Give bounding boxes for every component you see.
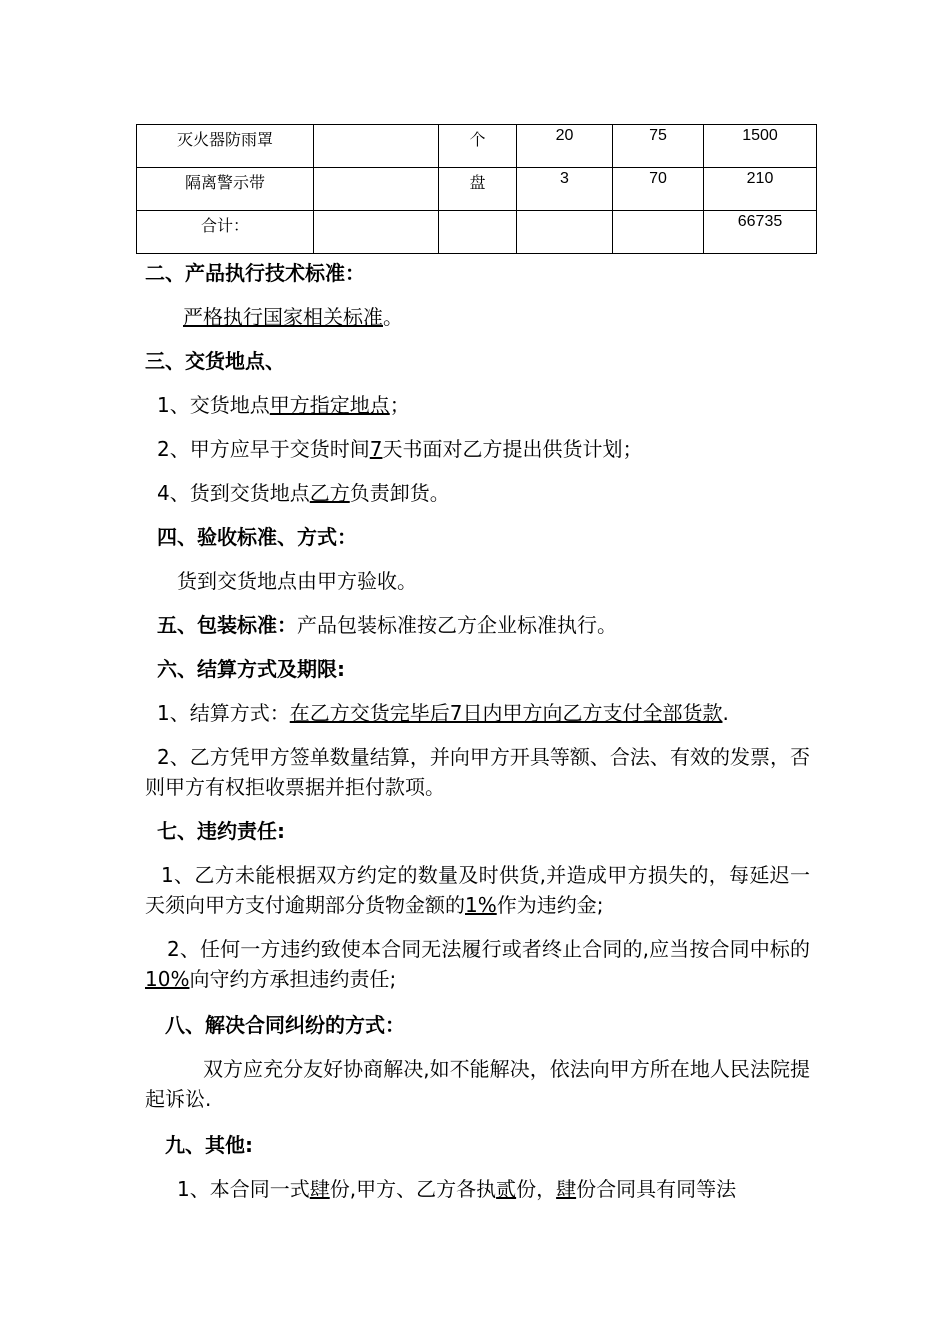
section-heading: 五、包装标准： bbox=[157, 613, 297, 637]
section-heading: 九、其他: bbox=[165, 1133, 253, 1157]
cell-qty: 3 bbox=[517, 168, 613, 211]
cell-qty bbox=[517, 211, 613, 254]
section-heading: 二、产品执行技术标准： bbox=[145, 261, 365, 285]
table-row bbox=[137, 168, 817, 211]
section-heading: 七、违约责任: bbox=[157, 819, 285, 843]
cell-amount: 66735 bbox=[704, 211, 817, 254]
paragraph: 五、包装标准：产品包装标准按乙方企业标准执行。 bbox=[157, 613, 617, 637]
cell-spec bbox=[314, 211, 439, 254]
list-item: 1、本合同一式肆份,甲方、乙方各执贰份，肆份合同具有同等法 bbox=[177, 1177, 737, 1201]
paragraph: 货到交货地点由甲方验收。 bbox=[177, 569, 417, 593]
cell-price: 70 bbox=[613, 168, 704, 211]
list-item: 4、货到交货地点乙方负责卸货。 bbox=[157, 481, 450, 505]
list-item: 2、甲方应早于交货时间7天书面对乙方提出供货计划； bbox=[157, 437, 643, 461]
table-row-total bbox=[137, 211, 817, 254]
cell-name: 灭火器防雨罩 bbox=[137, 125, 314, 168]
section-heading: 八、解决合同纠纷的方式： bbox=[165, 1013, 405, 1037]
cell-qty: 20 bbox=[517, 125, 613, 168]
cell-name: 合计： bbox=[137, 211, 314, 254]
cell-unit: 个 bbox=[439, 125, 517, 168]
paragraph: 双方应充分友好协商解决,如不能解决，依法向甲方所在地人民法院提起诉讼. bbox=[145, 1057, 810, 1111]
section-heading: 四、验收标准、方式： bbox=[157, 525, 357, 549]
section-heading: 六、结算方式及期限: bbox=[157, 657, 345, 681]
table-row bbox=[137, 125, 817, 168]
list-item: 1、结算方式：在乙方交货完毕后7日内甲方向乙方支付全部货款. bbox=[157, 701, 729, 725]
items-table bbox=[136, 124, 817, 254]
cell-spec bbox=[314, 168, 439, 211]
cell-price: 75 bbox=[613, 125, 704, 168]
cell-unit bbox=[439, 211, 517, 254]
cell-price bbox=[613, 211, 704, 254]
contract-body bbox=[145, 258, 810, 1204]
cell-amount: 1500 bbox=[704, 125, 817, 168]
section-heading: 三、交货地点、 bbox=[145, 349, 285, 373]
cell-unit: 盘 bbox=[439, 168, 517, 211]
list-item: 2、乙方凭甲方签单数量结算，并向甲方开具等额、合法、有效的发票，否则甲方有权拒收票据并拒付款项。 bbox=[145, 745, 810, 799]
paragraph: 严格执行国家相关标准。 bbox=[183, 305, 403, 329]
list-item: 1、乙方未能根据双方约定的数量及时供货,并造成甲方损失的，每延迟一天须向甲方支付逾期部分货物金额的1%作为违约金; bbox=[145, 863, 810, 917]
list-item: 2、任何一方违约致使本合同无法履行或者终止合同的,应当按合同中标的10%向守约方承担违约责任; bbox=[145, 937, 810, 991]
list-item: 1、交货地点甲方指定地点； bbox=[157, 393, 410, 417]
cell-amount: 210 bbox=[704, 168, 817, 211]
cell-spec bbox=[314, 125, 439, 168]
cell-name: 隔离警示带 bbox=[137, 168, 314, 211]
